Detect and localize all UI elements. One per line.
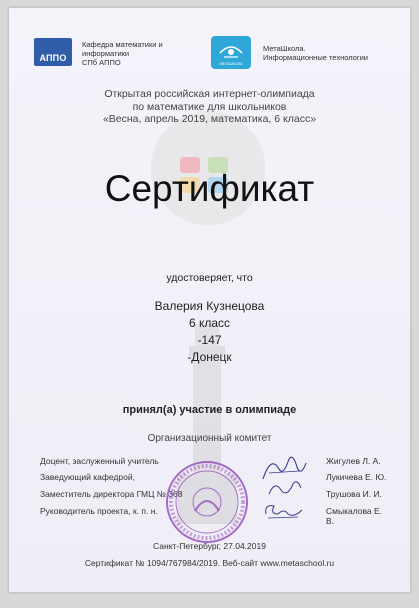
recipient-school: -147 <box>197 333 222 347</box>
participation-text: принял(а) участие в олимпиаде <box>122 404 297 416</box>
metaschool-logo-text: МЕТАШКОЛА <box>219 62 243 66</box>
certifies-text: удостоверяет, что <box>166 272 253 284</box>
signatory-role: Заместитель директора ГМЦ № 368 <box>40 489 183 499</box>
org-right-line: МетаШкола. <box>263 44 306 53</box>
signature-smykalova <box>262 500 304 522</box>
metaschool-logo-icon <box>211 36 251 69</box>
signature-trushova <box>267 478 303 498</box>
signatory-name: Лукичева Е. Ю. <box>326 472 387 482</box>
org-right-line: Информационные технологии <box>263 53 368 62</box>
recipient-city: -Донецк <box>187 350 232 364</box>
appo-logo-text: АППО <box>39 53 67 63</box>
committee-title: Организационный комитет <box>147 433 272 444</box>
signatory-role: Заведующий кафедрой, <box>40 472 135 482</box>
appo-logo <box>34 38 72 66</box>
org-left-line: СПб АППО <box>82 58 121 67</box>
recipient-name: Валерия Кузнецова <box>154 299 265 313</box>
certificate-page <box>9 8 410 592</box>
olympiad-line: Открытая российская интернет-олимпиада <box>104 88 315 100</box>
header <box>9 30 410 80</box>
org-left-line: информатики <box>82 49 130 58</box>
signatory-role: Доцент, заслуженный учитель <box>40 456 159 466</box>
place-date: Санкт-Петербург, 27.04.2019 <box>153 541 266 551</box>
org-left <box>82 40 163 67</box>
metaschool-logo <box>211 36 251 69</box>
olympiad-description <box>9 88 410 126</box>
signatory-role: Руководитель проекта, к. п. н. <box>40 506 158 516</box>
recipient-block <box>9 298 410 366</box>
org-right <box>263 44 368 62</box>
olympiad-line: по математике для школьников <box>132 100 287 113</box>
official-stamp <box>164 459 250 545</box>
signatory-name: Трушова И. И. <box>326 489 382 499</box>
recipient-grade: 6 класс <box>188 316 231 330</box>
signatory-name: Жигулев Л. А. <box>326 456 381 466</box>
org-left-line: Кафедра математики и <box>82 40 163 49</box>
olympiad-line: «Весна, апрель 2019, математика, 6 класс» <box>102 113 317 125</box>
certificate-title: Сертификат <box>104 168 315 209</box>
certificate-number: Сертификат № 1094/767984/2019. Веб-сайт www.metaschool.ru <box>84 558 335 568</box>
signatory-name: Смыкалова Е. В. <box>326 506 383 526</box>
